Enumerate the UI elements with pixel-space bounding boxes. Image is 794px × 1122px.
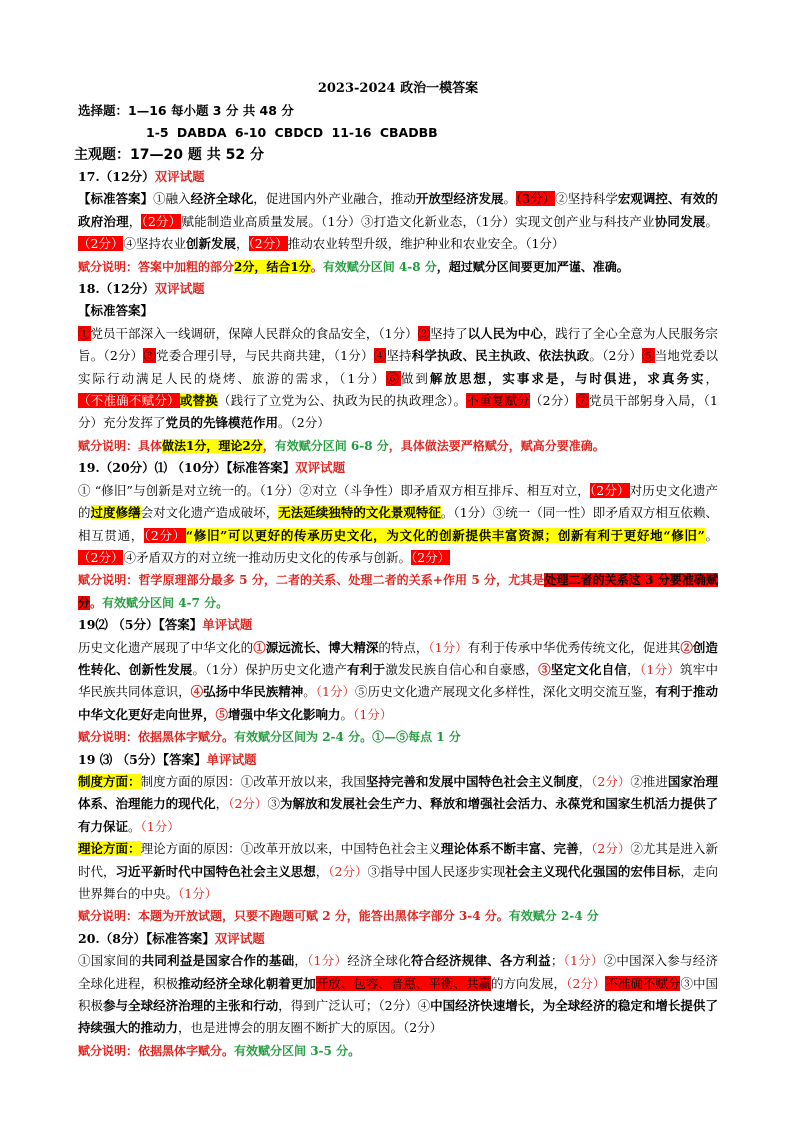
page-title: 2023-2024 政治一模答案	[317, 81, 479, 96]
choice-header: 选择题：1—16 每小题 3 分 共 48 分	[78, 103, 294, 118]
subjective-header: 主观题：17—20 题 共 52 分	[74, 147, 264, 163]
q19-1-note: 赋分说明：哲学原理部分最多 5 分，二者的关系、处理二者的关系+作用 5 分，尤其是处理二者的关系这 3 分要准确赋分。有效赋分区间 4-7 分。	[78, 573, 718, 610]
q17-note: 赋分说明：答案中加粗的部分2分，结合1分。有效赋分区间 4-8 分，超过赋分区间要更加严谨、准确。	[78, 259, 629, 274]
q19-3-answer-b: 理论方面：理论方面的原因：①改革开放以来，中国特色社会主义理论体系不断丰富、完善，（2分）②尤其是进入新时代，习近平新时代中国特色社会主义思想，（2分）③指导中国人民逐步实现社会主义现代化强国的宏伟目标，走向世界舞台的中央。（1分）	[78, 841, 718, 901]
q20-answer: ①国家间的共同利益是国家合作的基础，（1分）经济全球化符合经济规律、各方利益；（1分）②中国深入参与经济全球化进程，积极推动经济全球化朝着更加开放、包容、普惠、平衡、共赢的方向发展，（2分）不准确不赋分③中国积极参与全球经济治理的主张和行动，得到广泛认可；（2分）④中国经济快速增长，为全球经济的稳定和增长提供了持续强大的推动力，也是进博会的朋友圈不断扩大的原因。（2分）	[78, 953, 718, 1036]
q19-2-note: 赋分说明：依据黑体字赋分。有效赋分区间为 2-4 分。①—⑤每点 1 分	[78, 730, 461, 745]
q18-std-label: 【标准答案】	[78, 303, 154, 319]
q19-1-header: 19.（20分）⑴ （10分）【标准答案】双评试题	[78, 460, 346, 476]
q20-header: 20.（8分）【标准答案】双评试题	[78, 930, 265, 946]
q18-header: 18.（12分）双评试题	[78, 281, 205, 297]
q20-note: 赋分说明：依据黑体字赋分。有效赋分区间 3-5 分。	[78, 1043, 361, 1058]
q19-2-answer: 历史文化遗产展现了中华文化的①源远流长、博大精深的特点，（1分）有利于传承中华优秀传统文化，促进其②创造性转化、创新性发展。（1分）保护历史文化遗产有利于激发民族自信心和自豪感，③坚定文化自信，（1分）筑牢中华民族共同体意识，④弘扬中华民族精神。（1分）⑤历史文化遗产展现文化多样性，深化文明交流互鉴，有利于推动中华文化更好走向世界，⑤增强中华文化影响力。（1分）	[78, 639, 718, 722]
q17-header: 17.（12分）双评试题	[78, 169, 205, 184]
q18-answer: ①党员干部深入一线调研，保障人民群众的食品安全，（1分）②坚持了以人民为中心，践行了全心全意为人民服务宗旨。（2分）③党委合理引导，与民共商共建，（1分）④坚持科学执政、民主执政、依法执政。（2分）⑤当地党委以实际行动满足人民的烧烤、旅游的需求，（1分）⑥做到解放思想，实事求是，与时俱进，求真务实，（不准确不赋分）或替换（践行了立党为公、执政为民的执政理念）。不重复赋分（2分）⑦党员干部躬身入局，（1分）充分发挥了党员的先锋模范作用。（2分）	[78, 325, 718, 431]
answer-document	[74, 78, 719, 1062]
q19-3-note: 赋分说明：本题为开放试题，只要不跑题可赋 2 分，能答出黑体字部分 3-4 分。有效赋分 2-4 分	[78, 909, 599, 924]
q18-note: 赋分说明：具体做法1分，理论2分，有效赋分区间 6-8 分，具体做法要严格赋分，赋高分要准确。	[78, 438, 605, 453]
q19-3-answer-a: 制度方面：制度方面的原因：①改革开放以来，我国坚持完善和发展中国特色社会主义制度，（2分）②推进国家治理体系、治理能力的现代化，（2分）③为解放和发展社会生产力、释放和增强社会活力、永葆党和国家生机活力提供了有力保证。（1分）	[78, 773, 718, 834]
q19-3-header: 19 ⑶ （5分）【答案】单评试题	[78, 751, 257, 767]
q19-2-header: 19⑵ （5分）【答案】单评试题	[78, 617, 253, 633]
choice-answers: 1-5 DABDA 6-10 CBDCD 11-16 CBADBB	[146, 125, 438, 140]
q17-answer: 【标准答案】①融入经济全球化，促进国内外产业融合，推动开放型经济发展。（3分）②坚持科学宏观调控、有效的政府治理，（2分）赋能制造业高质量发展。（1分）③打造文化新业态，（1分）实现文创产业与科技产业协同发展。（2分）④坚持农业创新发展，（2分）推动农业转型升级，维护种业和农业安全。（1分）	[78, 191, 718, 252]
q19-1-answer: ① “修旧”与创新是对立统一的。（1分）②对立（斗争性）即矛盾双方相互排斥、相互对立，（2分）对历史文化遗产的过度修缮会对文化遗产造成破坏，无法延续独特的文化景观特征。（1分）③统一（同一性）即矛盾双方相互依赖、相互贯通，（2分）“修旧”可以更好的传承历史文化，为文化的创新提供丰富资源；创新有利于更好地“修旧”。（2分）④矛盾双方的对立统一推动历史文化的传承与创新。（2分）	[78, 482, 719, 565]
